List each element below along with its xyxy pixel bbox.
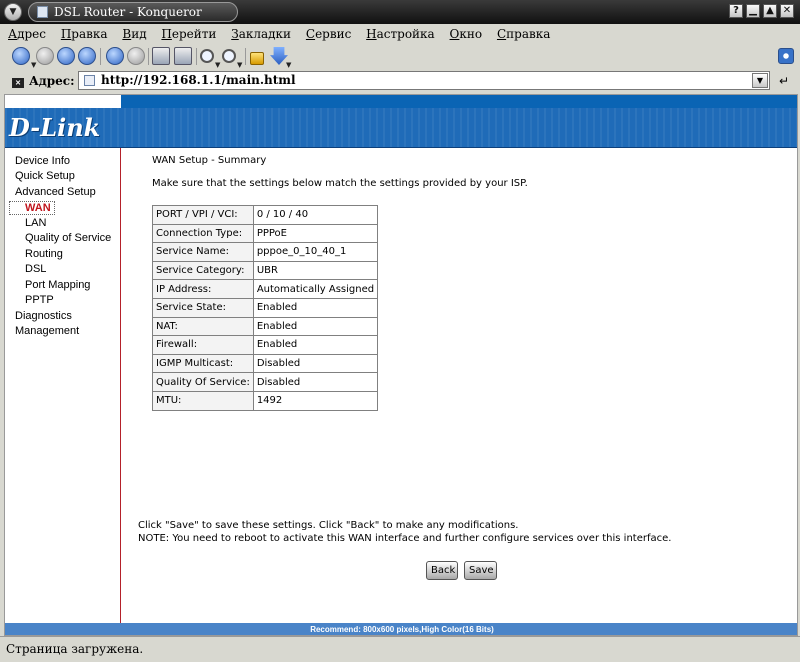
minimize-icon[interactable]: ▁ [746, 4, 760, 18]
recommend-banner: Recommend: 800x600 pixels,High Color(16 Bits) [5, 623, 798, 636]
back-nav-icon[interactable] [12, 47, 30, 65]
sidebar-item-qos[interactable]: Quality of Service [25, 232, 112, 244]
menu-address[interactable]: Адрес [8, 27, 46, 41]
chevron-down-icon[interactable]: ▼ [286, 61, 292, 69]
toolbar-separator [148, 48, 149, 65]
help-icon[interactable]: ? [729, 4, 743, 18]
menu-go[interactable]: Перейти [161, 27, 217, 41]
stop-icon[interactable] [127, 47, 145, 65]
sidebar-item-management[interactable]: Management [15, 325, 80, 337]
save-button[interactable]: Save [464, 561, 497, 580]
table-row [153, 206, 378, 225]
intro-text: Make sure that the settings below match the settings provided by your ISP. [152, 178, 528, 189]
location-label-text: Адрес: [29, 74, 75, 88]
table-row [153, 261, 378, 280]
reboot-note: NOTE: You need to reboot to activate this WAN interface and further configure services over this interface. [138, 533, 672, 544]
row-value: 0 / 10 / 40 [253, 206, 377, 225]
menu-bar [0, 24, 800, 44]
main-content [121, 148, 798, 628]
summary-table [152, 205, 378, 411]
menu-bookmarks[interactable]: Закладки [231, 27, 292, 41]
document-icon [37, 6, 48, 18]
maximize-icon[interactable]: ▲ [763, 4, 777, 18]
row-label: Connection Type: [153, 224, 254, 243]
sidebar-item-quick-setup[interactable]: Quick Setup [15, 170, 75, 182]
table-row [153, 373, 378, 392]
chevron-down-icon[interactable]: ▼ [215, 61, 221, 69]
up-icon[interactable] [57, 47, 75, 65]
location-label [12, 73, 75, 89]
url-history-dropdown[interactable]: ▼ [752, 73, 768, 88]
table-row [153, 243, 378, 262]
page-icon [84, 75, 95, 86]
row-value: Disabled [253, 354, 377, 373]
page-title: WAN Setup - Summary [152, 155, 267, 166]
menu-window[interactable]: Окно [449, 27, 483, 41]
location-bar [0, 70, 800, 92]
menu-settings[interactable]: Настройка [366, 27, 435, 41]
close-icon[interactable]: ✕ [780, 4, 794, 18]
toolbar-separator [100, 48, 101, 65]
toolbar [0, 44, 800, 70]
table-row [153, 224, 378, 243]
page-viewport [4, 94, 798, 636]
chevron-down-icon[interactable]: ▼ [31, 61, 37, 69]
status-text: Страница загружена. [6, 642, 144, 656]
back-button[interactable]: Back [426, 561, 458, 580]
row-value: Enabled [253, 336, 377, 355]
toolbar-separator [196, 48, 197, 65]
header-band [5, 108, 798, 148]
chevron-down-icon[interactable]: ▼ [237, 61, 243, 69]
print-frame-icon[interactable] [174, 47, 192, 65]
zoom-in-icon[interactable] [200, 49, 214, 63]
table-row [153, 317, 378, 336]
menu-tools[interactable]: Сервис [305, 27, 352, 41]
sidebar-item-wan[interactable]: WAN [9, 201, 55, 215]
gear-icon[interactable] [778, 48, 794, 64]
window-title: DSL Router - Konqueror [54, 5, 202, 19]
zoom-out-icon[interactable] [222, 49, 236, 63]
sidebar-item-pptp[interactable]: PPTP [25, 294, 54, 306]
url-text: http://192.168.1.1/main.html [101, 73, 296, 87]
clear-location-icon[interactable]: ✕ [12, 78, 24, 88]
row-label: Service State: [153, 298, 254, 317]
row-value: 1492 [253, 391, 377, 410]
row-label: PORT / VPI / VCI: [153, 206, 254, 225]
menu-view[interactable]: Вид [122, 27, 147, 41]
row-label: IGMP Multicast: [153, 354, 254, 373]
lock-icon[interactable] [250, 52, 264, 65]
row-label: MTU: [153, 391, 254, 410]
sidebar-item-diagnostics[interactable]: Diagnostics [15, 310, 72, 322]
row-label: IP Address: [153, 280, 254, 299]
row-label: NAT: [153, 317, 254, 336]
row-value: pppoe_0_10_40_1 [253, 243, 377, 262]
sidebar-item-port-mapping[interactable]: Port Mapping [25, 279, 91, 291]
row-value: UBR [253, 261, 377, 280]
header-top-bar [121, 95, 798, 108]
row-value: PPPoE [253, 224, 377, 243]
save-instructions: Click "Save" to save these settings. Click "Back" to make any modifications. [138, 520, 519, 531]
sidebar-item-lan[interactable]: LAN [25, 217, 47, 229]
title-bar [0, 0, 800, 24]
home-icon[interactable] [78, 47, 96, 65]
row-label: Quality Of Service: [153, 373, 254, 392]
header-white-strip [5, 95, 121, 108]
go-icon[interactable]: ↵ [778, 74, 790, 88]
url-input[interactable] [78, 71, 770, 90]
table-row [153, 391, 378, 410]
table-row [153, 336, 378, 355]
window-title-pill[interactable] [28, 2, 238, 22]
sidebar-item-device-info[interactable]: Device Info [15, 155, 71, 167]
table-row [153, 298, 378, 317]
row-label: Firewall: [153, 336, 254, 355]
toolbar-separator [245, 48, 246, 65]
table-row [153, 280, 378, 299]
sidebar-item-dsl[interactable]: DSL [25, 263, 47, 275]
print-icon[interactable] [152, 47, 170, 65]
reload-icon[interactable] [106, 47, 124, 65]
row-label: Service Name: [153, 243, 254, 262]
status-bar [0, 636, 800, 662]
row-value: Disabled [253, 373, 377, 392]
sidebar-item-advanced-setup[interactable]: Advanced Setup [15, 186, 96, 198]
row-value: Enabled [253, 298, 377, 317]
row-value: Automatically Assigned [253, 280, 377, 299]
row-label: Service Category: [153, 261, 254, 280]
window-menu-icon[interactable]: ▼ [4, 3, 22, 21]
window-controls [729, 4, 794, 18]
forward-nav-icon[interactable] [36, 47, 54, 65]
sidebar-item-routing[interactable]: Routing [25, 248, 63, 260]
table-row [153, 354, 378, 373]
dlink-logo: D-Link [9, 113, 101, 142]
menu-help[interactable]: Справка [496, 27, 551, 41]
sidebar-nav [5, 148, 121, 628]
row-value: Enabled [253, 317, 377, 336]
menu-edit[interactable]: Правка [60, 27, 108, 41]
